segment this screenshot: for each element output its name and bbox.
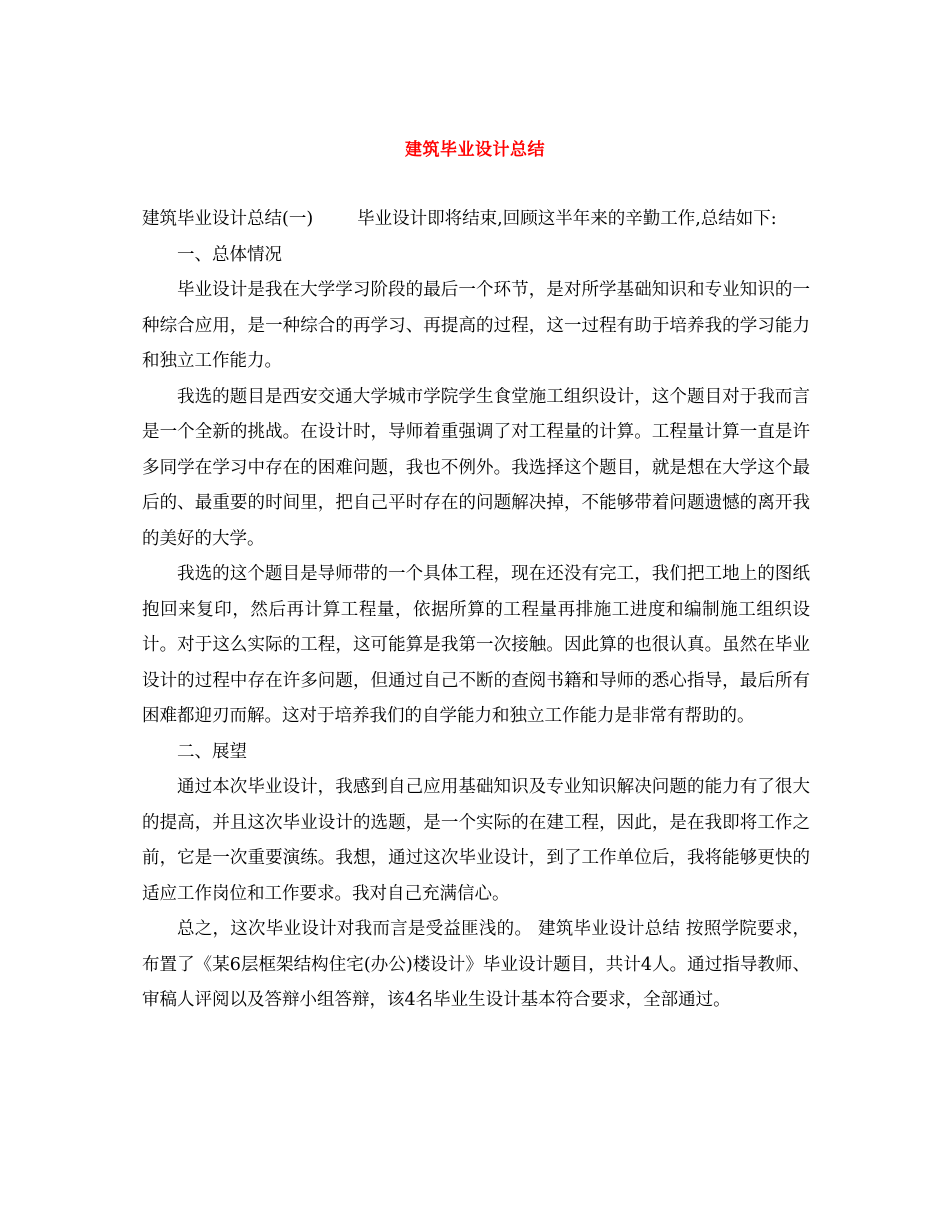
section-heading-outlook: 二、展望: [177, 741, 247, 762]
paragraph-conclusion: 总之，这次毕业设计对我而言是受益匪浅的。 建筑毕业设计总结 按照学院要求，布置了《某6层框架结构住宅(办公)楼设计》毕业设计题目，共计4人。通过指导教师、审稿人评阅以及答辩小组答辩，该4名毕业生设计基本符合要求，全部通过。: [142, 919, 810, 1010]
section-heading-overview: 一、总体情况: [177, 244, 282, 265]
document-title: 建筑毕业设计总结: [405, 140, 545, 160]
intro-line: [142, 202, 810, 238]
intro-label: 建筑毕业设计总结(一): [142, 209, 314, 229]
paragraph-overview: 毕业设计是我在大学学习阶段的最后一个环节，是对所学基础知识和专业知识的一种综合应用，是一种综合的再学习、再提高的过程，这一过程有助于培养我的学习能力和独立工作能力。: [142, 280, 810, 371]
paragraph-topic: 我选的题目是西安交通大学城市学院学生食堂施工组织设计，这个题目对于我而言是一个全新的挑战。在设计时，导师着重强调了对工程量的计算。工程量计算一直是许多同学在学习中存在的困难问题，我也不例外。我选择这个题目，就是想在大学这个最后的、最重要的时间里，把自己平时存在的问题解决掉，不能够带着问题遗憾的离开我的美好的大学。: [142, 386, 810, 549]
intro-text: 毕业设计即将结束,回顾这半年来的辛勤工作,总结如下:: [357, 209, 777, 229]
document-body: [142, 202, 810, 1019]
paragraph-outlook: 通过本次毕业设计，我感到自己应用基础知识及专业知识解决问题的能力有了很大的提高，并且这次毕业设计的选题，是一个实际的在建工程，因此，是在我即将工作之前，它是一次重要演练。我想，通过这次毕业设计，到了工作单位后，我将能够更快的适应工作岗位和工作要求。我对自己充满信心。: [142, 777, 810, 904]
paragraph-project: 我选的这个题目是导师带的一个具体工程，现在还没有完工，我们把工地上的图纸抱回来复印，然后再计算工程量，依据所算的工程量再排施工进度和编制施工组织设计。对于这么实际的工程，这可能算是我第一次接触。因此算的也很认真。虽然在毕业设计的过程中存在许多问题，但通过自己不断的查阅书籍和导师的悉心指导，最后所有困难都迎刃而解。这对于培养我们的自学能力和独立工作能力是非常有帮助的。: [142, 564, 810, 726]
